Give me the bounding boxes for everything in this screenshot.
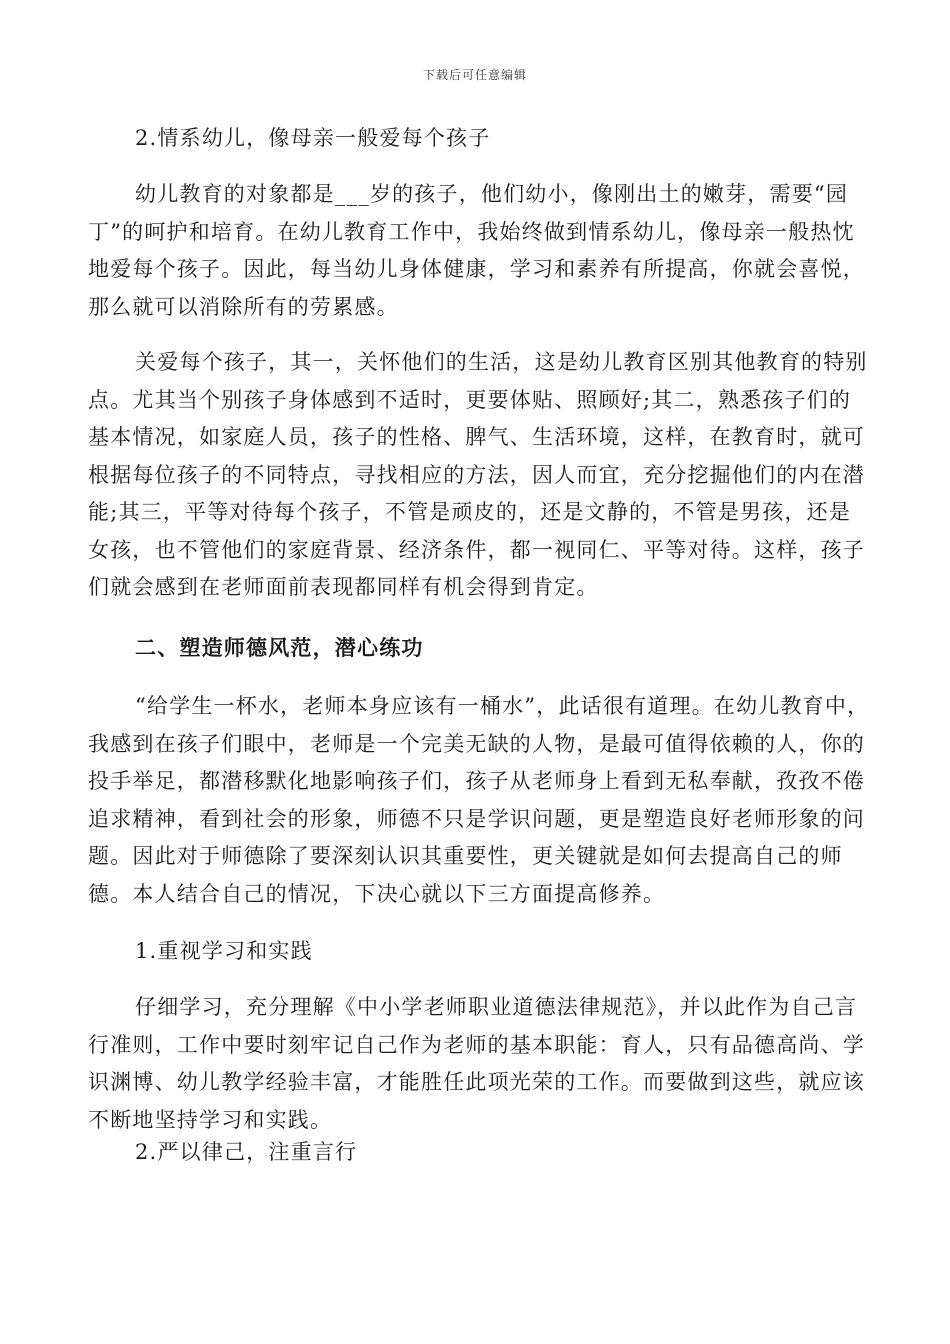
- header-note: 下载后可任意编辑: [422, 68, 527, 82]
- paragraph: 幼儿教育的对象都是___岁的孩子，他们幼小，像刚出土的嫩芽，需要“园丁”的呵护和培育。在幼儿教育工作中，我始终做到情系幼儿，像母亲一般热忱地爱每个孩子。因此，每当幼儿身体健康，学习和素养有所提高，你就会喜悦，那么就可以消除所有的劳累感。: [88, 182, 865, 319]
- section-heading: 二、塑造师德风范，潜心练功: [135, 636, 424, 660]
- sub-heading: 2.情系幼儿，像母亲一般爱每个孩子: [135, 126, 491, 150]
- sub-heading: 1.重视学习和实践: [135, 939, 313, 963]
- paragraph: 仔细学习，充分理解《中小学老师职业道德法律规范》，并以此作为自己言行准则，工作中要时刻牢记自己作为老师的基本职能：育人，只有品德高尚、学识渊博、幼儿教学经验丰富，才能胜任此项光荣的工作。而要做到这些，就应该不断地坚持学习和实践。: [88, 995, 865, 1132]
- paragraph: 关爱每个孩子，其一，关怀他们的生活，这是幼儿教育区别其他教育的特别点。尤其当个别孩子身体感到不适时，更要体贴、照顾好;其二，熟悉孩子们的基本情况，如家庭人员，孩子的性格、脾气、生活环境，这样，在教育时，就可根据每位孩子的不同特点，寻找相应的方法，因人而宜，充分挖掘他们的内在潜能;其三，平等对待每个孩子，不管是顽皮的，还是文静的，不管是男孩，还是女孩，也不管他们的家庭背景、经济条件，都一视同仁、平等对待。这样，孩子们就会感到在老师面前表现都同样有机会得到肯定。: [88, 350, 868, 599]
- paragraph: “给学生一杯水，老师本身应该有一桶水”，此话很有道理。在幼儿教育中，我感到在孩子们眼中，老师是一个完美无缺的人物，是最可值得依赖的人，你的投手举足，都潜移默化地影响孩子们，孩子从老师身上看到无私奉献，孜孜不倦追求精神，看到社会的形象，师德不只是学识问题，更是塑造良好老师形象的问题。因此对于师德除了要深刻认识其重要性，更关键就是如何去提高自己的师德。本人结合自己的情况，下决心就以下三方面提高修养。: [88, 694, 870, 906]
- sub-heading: 2.严以律己，注重言行: [135, 1140, 358, 1164]
